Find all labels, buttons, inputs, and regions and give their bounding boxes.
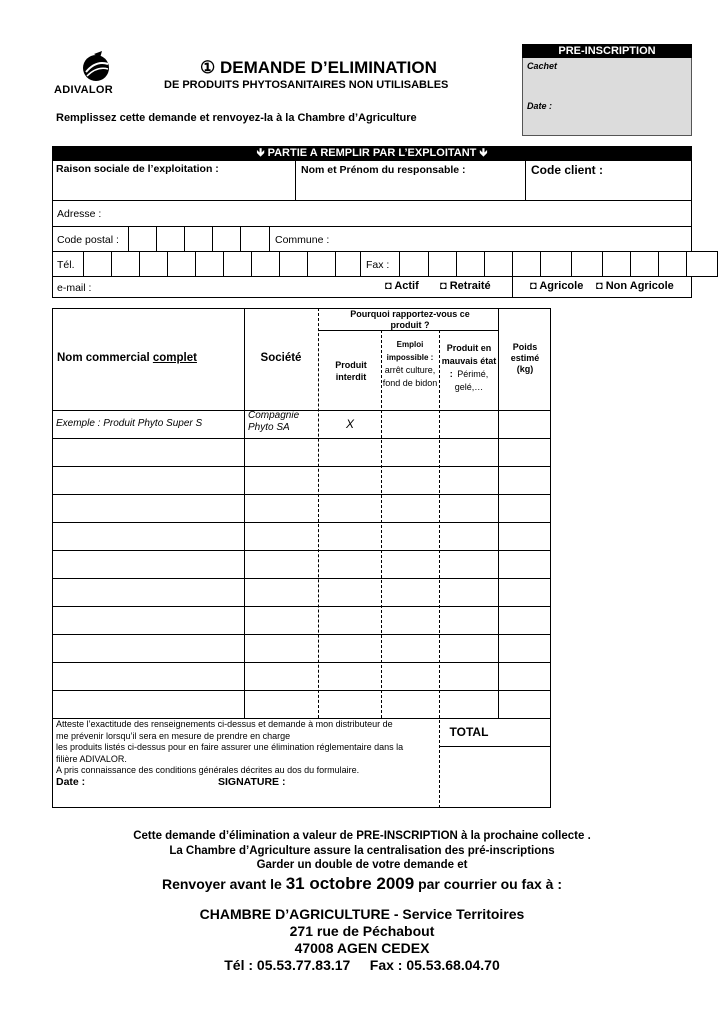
checkbox-icon: ◘ [440, 280, 447, 292]
signature-label: SIGNATURE : [218, 776, 286, 788]
retraite-checkbox[interactable]: ◘ Retraité [440, 280, 491, 292]
fax-digit[interactable] [658, 251, 687, 277]
fax-digit[interactable] [428, 251, 457, 277]
code-postal-digit[interactable] [212, 226, 241, 252]
arrow-down-icon: 🡻 [479, 147, 488, 159]
col-header-mauvais: Produit en mauvais état : Périmé, gelé,… [441, 343, 497, 392]
example-societe: Compagnie Phyto SA [248, 410, 300, 433]
col-header-emploi: Emploi impossible : arrêt culture, fond de bidon [382, 340, 438, 388]
fax-digit[interactable] [512, 251, 541, 277]
tel-digit[interactable] [279, 251, 308, 277]
commune-field[interactable] [269, 226, 692, 252]
col-header-poids: Poids estimé (kg) [510, 342, 540, 374]
tel-digit[interactable] [335, 251, 361, 277]
commune-label: Commune : [275, 234, 330, 246]
responsable-field[interactable]: Nom et Prénom du responsable : [295, 160, 526, 201]
footer-phone: Tél : 05.53.77.83.17 Fax : 05.53.68.04.70 [224, 957, 500, 973]
instruction-text: Remplissez cette demande et renvoyez-la à la Chambre d’Agriculture [56, 112, 417, 124]
col-header-interdit: Produit interdit [335, 360, 367, 382]
fax-digit[interactable] [602, 251, 631, 277]
code-postal-label: Code postal : [57, 234, 119, 246]
agricole-checkbox[interactable]: ◘ Agricole [530, 280, 584, 292]
why-header: Pourquoi rapportez-vous ce produit ? [350, 309, 470, 330]
non-agricole-checkbox[interactable]: ◘ Non Agricole [596, 280, 674, 292]
date-label: Date : [527, 101, 553, 111]
adresse-field[interactable]: Adresse : [52, 200, 692, 227]
fax-digit[interactable] [571, 251, 603, 277]
table-row[interactable] [52, 550, 551, 578]
page-subtitle: DE PRODUITS PHYTOSANITAIRES NON UTILISABLES [164, 79, 449, 91]
arrow-down-icon: 🡻 [256, 147, 265, 159]
fax-label: Fax : [366, 259, 390, 271]
table-row[interactable] [52, 438, 551, 466]
tel-digit[interactable] [251, 251, 280, 277]
table-row[interactable] [52, 606, 551, 634]
code-postal-digit[interactable] [184, 226, 213, 252]
exploitant-band: 🡻 PARTIE A REMPLIR PAR L’EXPLOITANT 🡻 [52, 146, 692, 160]
fax-digit[interactable] [630, 251, 659, 277]
footer-deadline: Renvoyer avant le 31 octobre 2009 par courrier ou fax à : [161, 874, 563, 893]
checkbox-icon: ◘ [596, 280, 603, 292]
footer-line2: La Chambre d’Agriculture assure la centralisation des pré-inscriptions [169, 845, 555, 857]
footer-address3: 47008 AGEN CEDEX [294, 940, 430, 956]
footer-address2: 271 rue de Péchabout [289, 923, 435, 939]
tel-label: Tél. [57, 259, 75, 271]
email-label: e-mail : [57, 282, 92, 294]
example-nom: Exemple : Produit Phyto Super S [56, 418, 203, 429]
raison-sociale-field[interactable]: Raison sociale de l’exploitation : [52, 160, 296, 201]
col-header-societe: Société [260, 352, 302, 364]
tel-digit[interactable] [195, 251, 224, 277]
table-row[interactable] [52, 690, 551, 718]
col-header-nom: Nom commercial complet [57, 352, 197, 364]
tel-digit[interactable] [223, 251, 252, 277]
code-postal-digit[interactable] [240, 226, 270, 252]
code-postal-digit[interactable] [156, 226, 185, 252]
fax-digit[interactable] [399, 251, 429, 277]
actif-checkbox[interactable]: ◘ Actif [385, 280, 419, 292]
tel-digit[interactable] [83, 251, 112, 277]
table-row[interactable] [52, 634, 551, 662]
footer-address1: CHAMBRE D’AGRICULTURE - Service Territoires [199, 906, 525, 922]
table-row[interactable] [52, 662, 551, 690]
fax-digit[interactable] [686, 251, 718, 277]
example-interdit-mark: X [346, 417, 355, 431]
table-row[interactable] [52, 522, 551, 550]
total-value-field[interactable] [499, 720, 551, 746]
row-divider [439, 746, 551, 747]
table-row[interactable] [52, 494, 551, 522]
tel-digit[interactable] [139, 251, 168, 277]
total-cell: TOTAL [449, 725, 489, 739]
pre-inscription-title: PRE-INSCRIPTION [522, 44, 692, 58]
cachet-label: Cachet [527, 61, 558, 71]
fax-digit[interactable] [540, 251, 572, 277]
tel-digit[interactable] [307, 251, 336, 277]
code-postal-digit[interactable] [128, 226, 157, 252]
table-row[interactable] [52, 578, 551, 606]
tel-digit[interactable] [167, 251, 196, 277]
checkbox-icon: ◘ [385, 280, 392, 292]
date-signature-label: Date : [56, 776, 86, 788]
footer-line1: Cette demande d’élimination a valeur de PRE-INSCRIPTION à la prochaine collecte . [133, 830, 591, 842]
footer-line3: Garder un double de votre demande et [256, 859, 468, 871]
logo-text: ADIVALOR [54, 84, 114, 96]
table-row[interactable] [52, 466, 551, 494]
checkbox-icon: ◘ [530, 280, 537, 292]
fax-digit[interactable] [456, 251, 485, 277]
tel-digit[interactable] [111, 251, 140, 277]
page-title: ① DEMANDE D’ELIMINATION [200, 58, 437, 77]
attestation-text: Atteste l’exactitude des renseignements ci-dessus et demande à mon distributeur de me prévenir lorsqu’il sera en mesure de prendre en charge les produits listés ci-dessus pour en faire assurer une élimination réglementaire dans la filière ADIVALOR. A pris connaissance des conditions générales décrites au dos du formulaire. [56, 719, 404, 775]
circled-one-icon: ① [200, 58, 216, 77]
code-client-field[interactable]: Code client : [525, 160, 692, 201]
fax-digit[interactable] [484, 251, 513, 277]
